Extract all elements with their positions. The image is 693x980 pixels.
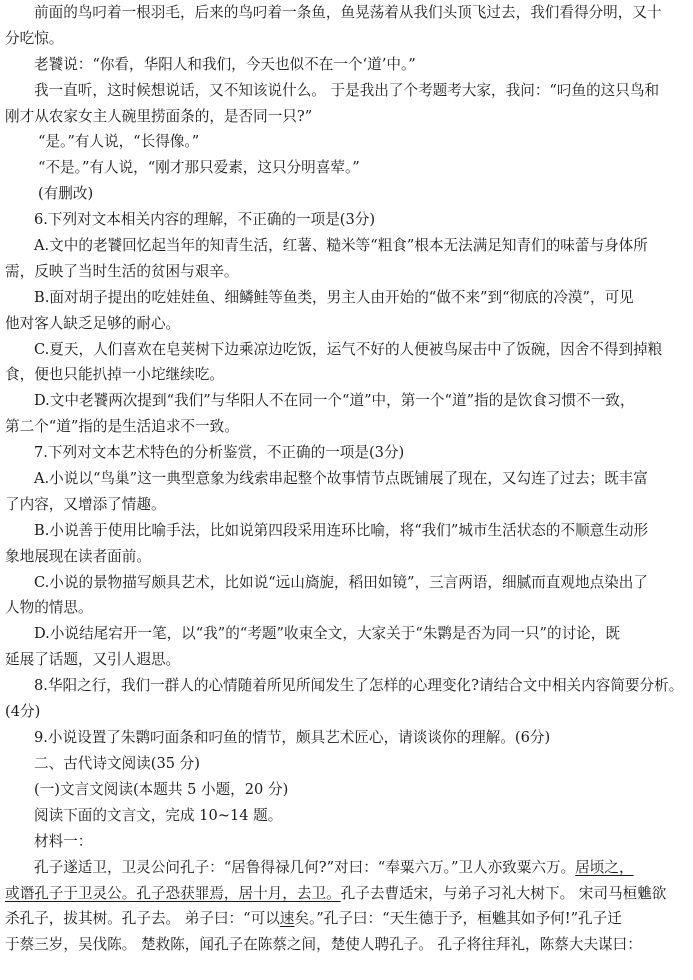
passage-text: 孔子去曹适宋，与弟子习礼大树下。 宋司马桓魋欲 — [340, 884, 667, 902]
text-line: (4分) — [5, 703, 41, 721]
text-line: 延展了话题，又引人遐思。 — [5, 651, 181, 669]
text-line: 象地展现在读者面前。 — [5, 547, 151, 565]
text-line: 了内容，又增添了情趣。 — [5, 495, 166, 513]
text-line: 6.下列对文本相关内容的理解，不正确的一项是(3分) — [34, 211, 376, 229]
underlined-text: 或谮孔子于卫灵公。孔子恐获罪焉，居十月，去卫。 — [5, 884, 341, 902]
text-line: 第二个“道”指的是生活追求不一致。 — [5, 418, 239, 436]
text-line: 材料一： — [34, 832, 93, 850]
text-line: C.小说的景物描写颇具艺术，比如说“远山旖旎，稻田如镜”，三言两语，细腻而直观地点染出了 — [34, 573, 648, 591]
text-line: 老饕说：“你看，华阳人和我们，今天也似不在一个‘道’中。” — [34, 55, 416, 73]
text-line: D.小说结尾宕开一笔，以“我”的“考题”收束全文，大家关于“朱鹮是否为同一只”的讨论，既 — [34, 625, 620, 643]
passage-text: 矣。”孔子曰：“天生德于予，桓魋其如予何!”孔子迁 — [294, 910, 622, 928]
text-line: 前面的鸟叼着一根羽毛，后来的鸟叼着一条鱼，鱼晃荡着从我们头顶飞过去，我们看得分明，又十 — [34, 4, 662, 21]
text-line: 需，反映了当时生活的贫困与艰辛。 — [5, 262, 239, 280]
text-line: “是。”有人说，“长得像。” — [38, 133, 200, 151]
text-line: A.文中的老饕回忆起当年的知青生活，红薯、糙米等“粗食”根本无法满足知青们的味蕾与身体所 — [34, 237, 648, 255]
text-line: 7.下列对文本艺术特色的分析鉴赏，不正确的一项是(3分) — [34, 444, 405, 462]
passage-line-4 — [5, 932, 688, 958]
underlined-text: 速 — [279, 910, 295, 928]
passage-line-3 — [5, 906, 688, 932]
passage-text: 杀孔子，拔其树。孔子去。 弟子曰：“可以 — [5, 910, 280, 928]
underlined-text: 居顷之， — [575, 858, 634, 876]
text-line: 9.小说设置了朱鹮叼面条和叼鱼的情节，颇具艺术匠心，请谈谈你的理解。(6分) — [34, 728, 551, 746]
passage-line-1 — [5, 855, 688, 881]
text-line: 阅读下面的文言文，完成 10~14 题。 — [34, 806, 283, 824]
text-line: A.小说以“鸟巢”这一典型意象为线索串起整个故事情节点既铺展了现在，又勾连了过去；既丰富 — [34, 470, 648, 488]
text-line: B.小说善于使用比喻手法，比如说第四段采用连环比喻，将“我们”城市生活状态的不顺意生动形 — [34, 521, 649, 539]
text-line: B.面对胡子提出的吃娃娃鱼、细鳞鲑等鱼类，男主人由开始的“做不来”到“彻底的冷漠”，可见 — [34, 288, 634, 306]
text-line: C.夏天，人们喜欢在皂荚树下边乘凉边吃饭，运气不好的人便被鸟屎击中了饭碗，因舍不得到掉粮 — [34, 340, 663, 358]
text-line: 食，便也只能扒掉一小坨继续吃。 — [5, 366, 224, 384]
text-line: 刚才从农家女主人碗里捞面条的，是否同一只?” — [5, 107, 313, 125]
text-line: (有删改) — [38, 185, 94, 203]
passage-text: 于蔡三岁，吴伐陈。 楚救陈，闻孔子在陈蔡之间，楚使人聘孔子。 孔子将往拜礼，陈蔡大夫谋曰： — [5, 936, 642, 954]
passage-block — [5, 855, 688, 959]
passage-text: 孔子遂适卫，卫灵公问孔子：“居鲁得禄几何?”对曰：“奉粟六万。”卫人亦致粟六万。 — [34, 858, 576, 876]
text-line: D.文中老饕两次提到“我们”与华阳人不在同一个“道”中，第一个“道”指的是饮食习惯不一致， — [34, 392, 635, 410]
text-line: 二、古代诗文阅读(35 分) — [34, 754, 200, 772]
text-line: 分吃惊。 — [5, 29, 64, 47]
text-line: “不是。”有人说，“刚才那只爱素，这只分明喜荤。” — [38, 159, 360, 177]
passage-line-2 — [5, 881, 688, 907]
text-line: 人物的情思。 — [5, 599, 93, 617]
document-page — [5, 0, 688, 854]
text-line: (一)文言文阅读(本题共 5 小题，20 分) — [34, 780, 289, 798]
text-line: 他对客人缺乏足够的耐心。 — [5, 314, 181, 332]
text-line: 我一直听，这时候想说话，又不知该说什么。 于是我出了个考题考大家，我问：“叼鱼的这只鸟和 — [34, 81, 660, 99]
text-line: 8.华阳之行，我们一群人的心情随着所见所闻发生了怎样的心理变化?请结合文中相关内容简要分析。 — [34, 677, 684, 695]
